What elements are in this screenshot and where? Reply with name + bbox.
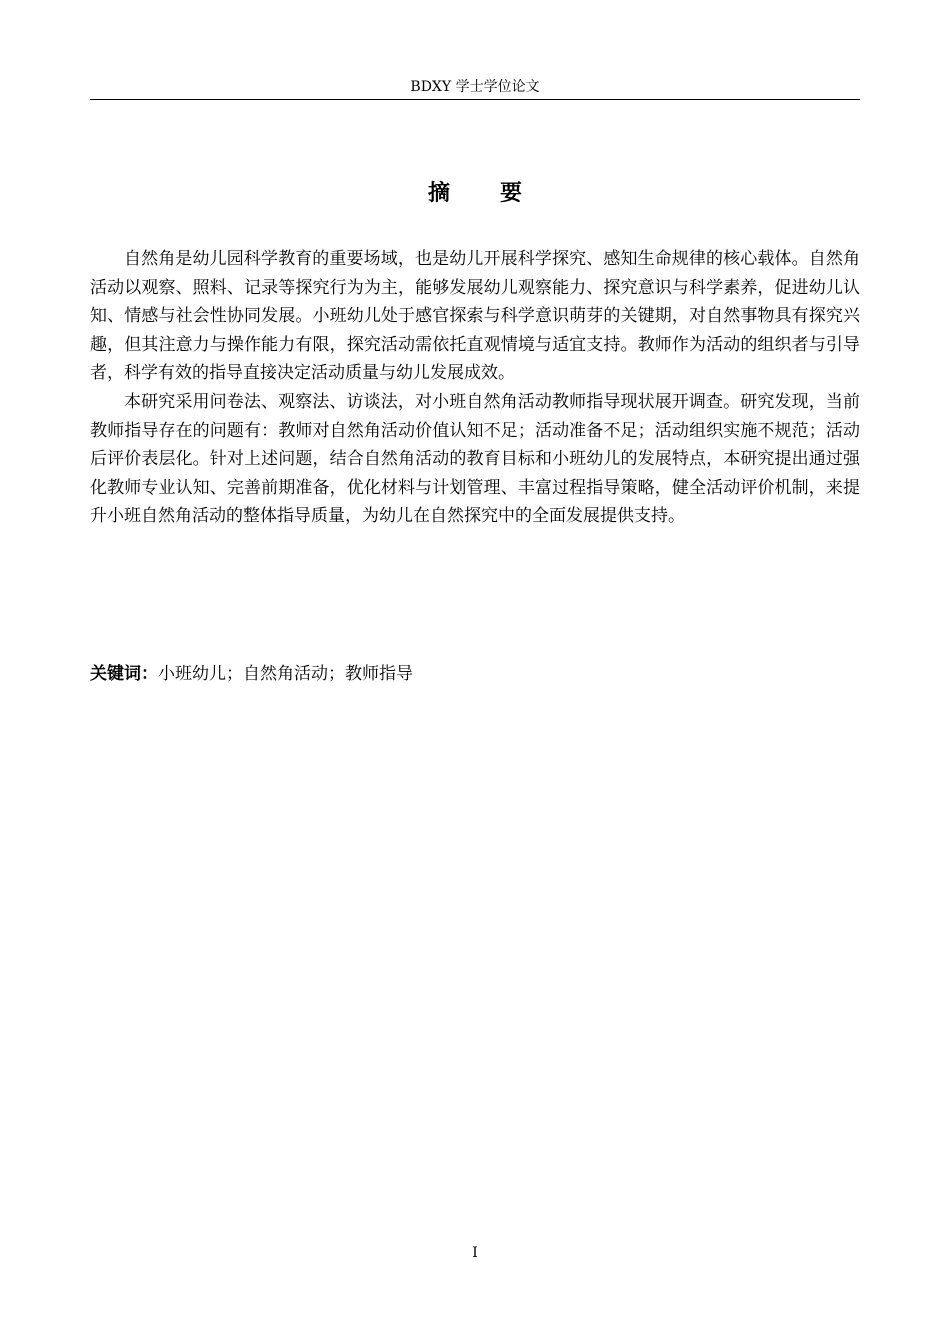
abstract-paragraph-2: 本研究采用问卷法、观察法、访谈法，对小班自然角活动教师指导现状展开调查。研究发现，当前教师指导存在的问题有：教师对自然角活动价值认知不足；活动准备不足；活动组织实施不规范；活动后评价表层化。针对上述问题，结合自然角活动的教育目标和小班幼儿的发展特点，本研究提出通过强化教师专业认知、完善前期准备，优化材料与计划管理、丰富过程指导策略，健全活动评价机制，来提升小班自然角活动的整体指导质量，为幼儿在自然探究中的全面发展提供支持。 bbox=[90, 391, 860, 527]
keywords-label: 关键词： bbox=[90, 664, 158, 684]
abstract-title-part2: 要 bbox=[500, 181, 523, 206]
page-number: I bbox=[472, 1245, 478, 1261]
abstract-title bbox=[90, 178, 860, 210]
abstract-title-part1: 摘 bbox=[427, 181, 450, 206]
running-header: BDXY 学士学位论文 bbox=[410, 79, 540, 95]
keywords-value: 小班幼儿；自然角活动；教师指导 bbox=[158, 664, 413, 684]
abstract-paragraph-1: 自然角是幼儿园科学教育的重要场域，也是幼儿开展科学探究、感知生命规律的核心载体。自然角活动以观察、照料、记录等探究行为为主，能够发展幼儿观察能力、探究意识与科学素养，促进幼儿认知、情感与社会性协同发展。小班幼儿处于感官探索与科学意识萌芽的关键期，对自然事物具有探究兴趣，但其注意力与操作能力有限，探究活动需依托直观情境与适宜支持。教师作为活动的组织者与引导者，科学有效的指导直接决定活动质量与幼儿发展成效。 bbox=[90, 249, 860, 384]
abstract-body bbox=[90, 245, 860, 531]
keywords-line bbox=[90, 660, 860, 688]
header-rule bbox=[90, 99, 860, 100]
